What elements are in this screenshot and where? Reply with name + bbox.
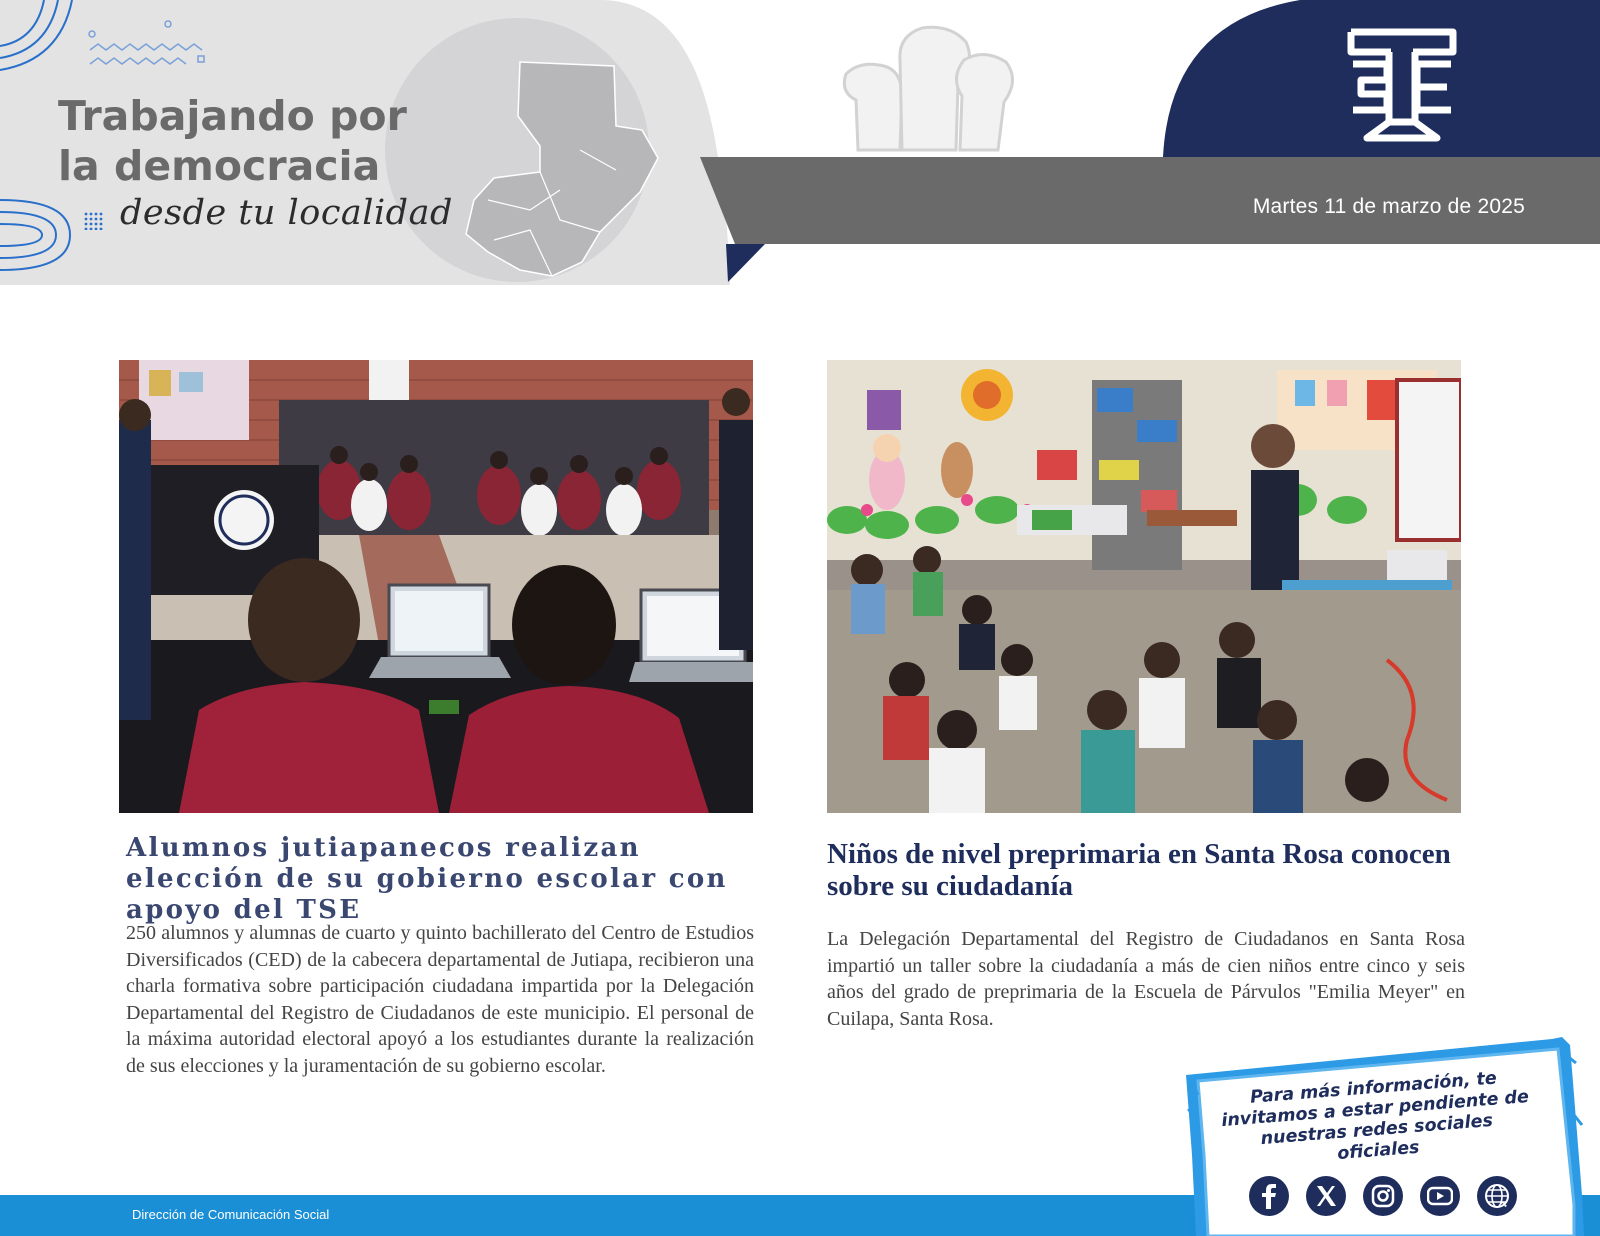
article-body-left: 250 alumnos y alumnas de cuarto y quinto bachillerato del Centro de Estudios Diversificados (CED) de la cabecera departamental de Jutiapa, recibieron una charla formativa sobre participación ciudadana impartida por la Delegación Departamental del Registro de Ciudadanos de este municipio. El personal de la máxima autoridad electoral apoyó a los estudiantes durante la realización de sus elecciones y la juramentación de su gobierno escolar. [126,922,754,1077]
preschool-classroom-photo [827,360,1461,813]
tse-logo-icon [1347,28,1457,142]
article-headline-left: Alumnos jutiapanecos realizan elección de su gobierno escolar con apoyo del TSE [126,833,728,925]
footer-text: Dirección de Comunicación Social [132,1207,330,1222]
facebook-icon[interactable] [1249,1176,1289,1216]
header-subtitle: desde tu localidad [120,193,453,233]
header-title-line1: Trabajando por [58,92,407,140]
youtube-icon[interactable] [1420,1176,1460,1216]
website-icon[interactable] [1477,1176,1517,1216]
dot-grid-icon [84,212,104,230]
students-election-photo [119,360,753,813]
instagram-icon[interactable] [1363,1176,1403,1216]
article-headline-right: Niños de nivel preprimaria en Santa Rosa conocen sobre su ciudadanía [827,838,1451,902]
page-header [0,0,1600,290]
social-media-message: Para más información, te invitamos a estar pendiente de nuestras redes sociales oficiales [1220,1068,1530,1165]
x-icon[interactable] [1306,1176,1346,1216]
header-title-line2: la democracia [58,142,381,190]
publication-date: Martes 11 de marzo de 2025 [1252,195,1525,218]
article-body-right: La Delegación Departamental del Registro de Ciudadanos en Santa Rosa impartió un taller sobre la ciudadanía a más de cien niños entre cinco y seis años del grado de preprimaria de la Escuela de Párvulos "Emilia Meyer" en Cuilapa, Santa Rosa. [827,928,1465,1030]
raised-fists-icon [844,27,1012,150]
